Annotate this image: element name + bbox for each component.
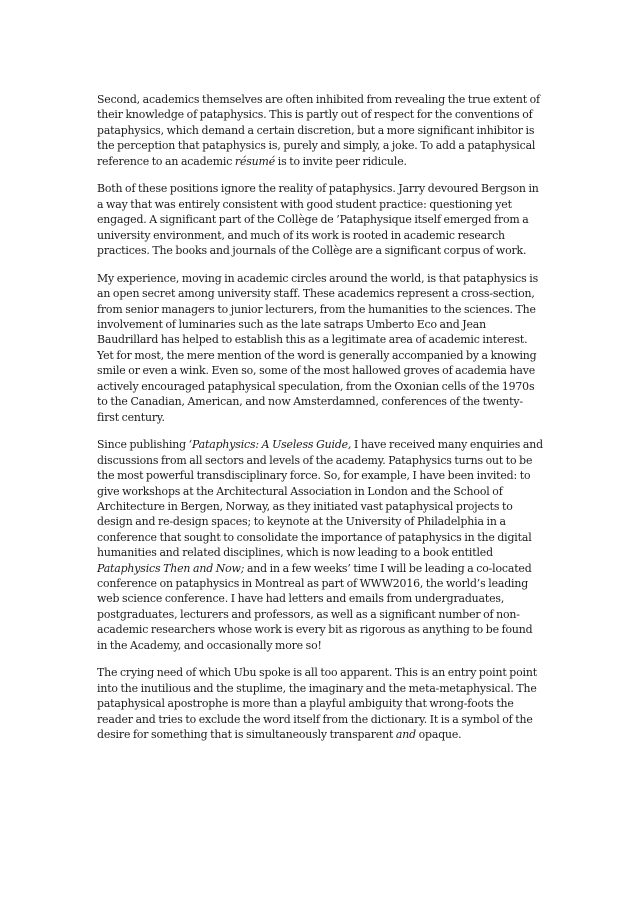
paragraph-4-text-a: Since publishing (97, 438, 189, 452)
paragraph-5 (97, 665, 543, 742)
paragraph-1-text-b: is to invite peer ridicule. (275, 154, 407, 168)
document-page (97, 92, 543, 742)
paragraph-4-italic-book-title: ‘Pataphysics: A Useless Guide, (188, 438, 352, 452)
paragraph-4-text-c: and in a few weeks’ time I will be leading a co-located conference on pataphysics in Montreal as part of WWW2016, the world’s leading web science conference. I have had letters and emails from undergraduates, postgraduates, lecturers and professors, as well as a significant number of non-academic researchers whose work is every bit as rigorous as anything to be found in the Academy, and occasionally more so! (97, 561, 533, 652)
paragraph-1-italic-resume: résumé (234, 154, 276, 168)
paragraph-3 (97, 271, 543, 425)
paragraph-2-text: Both of these positions ignore the reality of pataphysics. Jarry devoured Bergson in a way that was entirely consistent with good student practice: questioning yet engaged. A significant part of the Collège de ’Pataphysique itself emerged from a university environment, and much of its work is rooted in academic research practices. The books and journals of the Collège are a significant corpus of work. (97, 182, 539, 258)
paragraph-1 (97, 92, 543, 169)
paragraph-5-text-b: opaque. (415, 728, 462, 741)
paragraph-4-italic-book-title-2: Pataphysics Then and Now; (97, 561, 245, 575)
paragraph-5-text-a: The crying need of which Ubu spoke is all too apparent. This is an entry point point into the inutilious and the stuplime, the imaginary and the meta-metaphysical. The pataphysical apostrophe is more than a playful ambiguity that wrong-foots the reader and tries to exclude the word itself from the dictionary. It is a symbol of the desire for something that is simultaneously transparent (97, 666, 537, 741)
paragraph-4-text-b: I have received many enquiries and discussions from all sectors and levels of the academy. Pataphysics turns out to be the most powerful transdisciplinary force. So, for example, I have been invited: to give workshops at the Architectural Association in London and the School of Architecture in Bergen, Norway, as they initiated vast pataphysical projects to design and re-design spaces; to keynote at the University of Philadelphia in a conference that sought to consolidate the importance of pataphysics in the digital humanities and related disciplines, which is now leading to a book entitled (97, 438, 543, 560)
paragraph-1-text-a: Second, academics themselves are often inhibited from revealing the true extent of their knowledge of pataphysics. This is partly out of respect for the conventions of pataphysics, which demand a certain discretion, but a more significant inhibitor is the perception that pataphysics is, purely and simply, a joke. To add a pataphysical reference to an academic (97, 93, 540, 168)
paragraph-3-text: My experience, moving in academic circles around the world, is that pataphysics is an open secret among university staff. These academics represent a cross-section, from senior managers to junior lecturers, from the humanities to the sciences. The involvement of luminaries such as the late satraps Umberto Eco and Jean Baudrillard has helped to establish this as a legitimate area of academic interest. Yet for most, the mere mention of the word is generally accompanied by a knowing smile or even a wink. Even so, some of the most hallowed groves of academia have actively encouraged pataphysical speculation, from the Oxonian cells of the 1970s to the Canadian, American, and now Amsterdamned, conferences of the twenty-first century. (97, 271, 539, 424)
paragraph-4 (97, 437, 543, 653)
paragraph-2 (97, 181, 543, 258)
paragraph-5-italic-and: and (395, 728, 416, 741)
